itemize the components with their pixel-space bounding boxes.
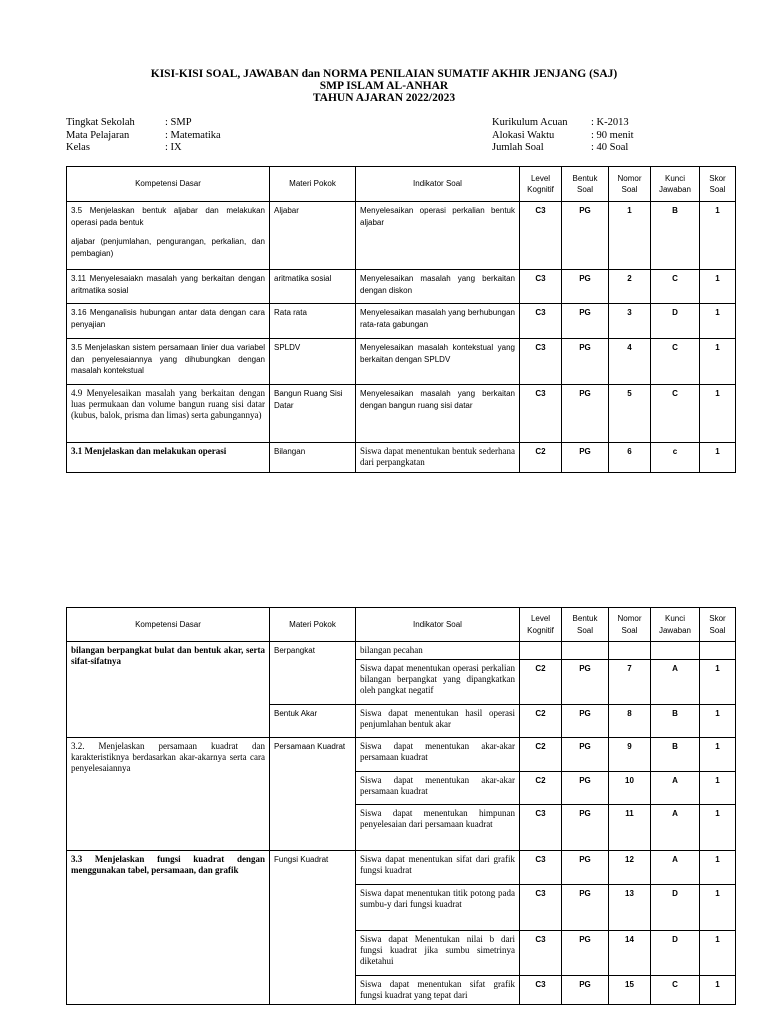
nomor-cell bbox=[609, 642, 651, 660]
materi-pokok-cell: SPLDV bbox=[270, 339, 356, 385]
skor-cell: 1 bbox=[700, 772, 736, 805]
materi-pokok-cell: Bentuk Akar bbox=[270, 705, 356, 738]
info-value: : SMP bbox=[165, 117, 192, 128]
kompetensi-dasar-cell: 3.1 Menjelaskan dan melakukan operasi bbox=[67, 443, 270, 473]
kunci-cell: B bbox=[651, 202, 700, 270]
indikator-cell: Menyelesaikan masalah kontekstual yang berkaitan dengan SPLDV bbox=[356, 339, 520, 385]
level-cell: C2 bbox=[520, 772, 562, 805]
info-value: : 40 Soal bbox=[591, 142, 629, 153]
indikator-cell: Siswa dapat menentukan titik potong pada sumbu-y dari fungsi kuadrat bbox=[356, 885, 520, 931]
info-label: Kurikulum Acuan bbox=[492, 117, 568, 128]
skor-cell: 1 bbox=[700, 851, 736, 885]
col-header: Materi Pokok bbox=[270, 167, 356, 202]
table-header-row bbox=[67, 167, 736, 202]
info-label: Jumlah Soal bbox=[492, 142, 544, 153]
col-header: Nomor Soal bbox=[609, 608, 651, 642]
nomor-cell: 4 bbox=[609, 339, 651, 385]
col-header: Level Kognitif bbox=[520, 167, 562, 202]
table-row bbox=[67, 304, 736, 339]
skor-cell: 1 bbox=[700, 705, 736, 738]
skor-cell: 1 bbox=[700, 738, 736, 772]
col-header: Nomor Soal bbox=[609, 167, 651, 202]
nomor-cell: 15 bbox=[609, 976, 651, 1005]
level-cell: C3 bbox=[520, 202, 562, 270]
bentuk-cell: PG bbox=[562, 304, 609, 339]
bentuk-cell: PG bbox=[562, 772, 609, 805]
info-value: : K-2013 bbox=[591, 117, 629, 128]
kunci-cell: D bbox=[651, 885, 700, 931]
indikator-cell: Menyelesaikan operasi perkalian bentuk aljabar bbox=[356, 202, 520, 270]
bentuk-cell: PG bbox=[562, 660, 609, 705]
col-header: Indikator Soal bbox=[356, 167, 520, 202]
materi-pokok-cell: Berpangkat bbox=[270, 642, 356, 705]
indikator-cell: Siswa dapat menentukan bentuk sederhana dari perpangkatan bbox=[356, 443, 520, 473]
col-header: Kompetensi Dasar bbox=[67, 167, 270, 202]
kunci-cell: A bbox=[651, 660, 700, 705]
info-row bbox=[66, 130, 221, 143]
table-row bbox=[67, 443, 736, 473]
kunci-cell: D bbox=[651, 304, 700, 339]
kd-text: aljabar (penjumlahan, pengurangan, perkalian, dan pembagian) bbox=[71, 237, 265, 258]
indikator-cell: Siswa dapat menentukan akar-akar persamaan kuadrat bbox=[356, 772, 520, 805]
kunci-cell bbox=[651, 642, 700, 660]
kompetensi-dasar-cell: 3.2. Menjelaskan persamaan kuadrat dan karakteristiknya berdasarkan akar-akarnya serta cara penyelesaiannya bbox=[67, 738, 270, 851]
table-row bbox=[67, 339, 736, 385]
materi-pokok-cell: Rata rata bbox=[270, 304, 356, 339]
kompetensi-dasar-cell: 3.5 Menjelaskan sistem persamaan linier dua variabel dan penyelesaiannya yang dihubungkan dengan masalah kontekstual bbox=[67, 339, 270, 385]
level-cell: C3 bbox=[520, 931, 562, 976]
level-cell: C2 bbox=[520, 443, 562, 473]
skor-cell: 1 bbox=[700, 202, 736, 270]
nomor-cell: 7 bbox=[609, 660, 651, 705]
kompetensi-dasar-cell: bilangan berpangkat bulat dan bentuk akar, serta sifat-sifatnya bbox=[67, 642, 270, 738]
nomor-cell: 5 bbox=[609, 385, 651, 443]
bentuk-cell bbox=[562, 642, 609, 660]
info-left bbox=[66, 117, 221, 155]
table-row bbox=[67, 738, 736, 772]
nomor-cell: 8 bbox=[609, 705, 651, 738]
level-cell: C3 bbox=[520, 339, 562, 385]
col-header: Bentuk Soal bbox=[562, 608, 609, 642]
level-cell bbox=[520, 642, 562, 660]
skor-cell bbox=[700, 642, 736, 660]
table-header-row bbox=[67, 608, 736, 642]
materi-pokok-cell: aritmatika sosial bbox=[270, 270, 356, 304]
indikator-cell: Siswa dapat menentukan operasi perkalian bilangan berpangkat yang dipangkatkan oleh pangkat negatif bbox=[356, 660, 520, 705]
info-label: Alokasi Waktu bbox=[492, 129, 555, 141]
nomor-cell: 6 bbox=[609, 443, 651, 473]
level-cell: C2 bbox=[520, 738, 562, 772]
indikator-cell: Siswa dapat menentukan sifat grafik fungsi kuadrat yang tepat dari bbox=[356, 976, 520, 1005]
nomor-cell: 10 bbox=[609, 772, 651, 805]
kompetensi-dasar-cell: 3.11 Menyelesaiakn masalah yang berkaitan dengan aritmatika sosial bbox=[67, 270, 270, 304]
skor-cell: 1 bbox=[700, 304, 736, 339]
indikator-cell: Siswa dapat menentukan sifat dari grafik fungsi kuadrat bbox=[356, 851, 520, 885]
bentuk-cell: PG bbox=[562, 705, 609, 738]
level-cell: C3 bbox=[520, 805, 562, 851]
info-row bbox=[66, 117, 221, 130]
kunci-cell: c bbox=[651, 443, 700, 473]
indikator-cell: Siswa dapat menentukan akar-akar persamaan kuadrat bbox=[356, 738, 520, 772]
kunci-cell: C bbox=[651, 270, 700, 304]
kompetensi-dasar-cell bbox=[67, 202, 270, 270]
level-cell: C3 bbox=[520, 385, 562, 443]
bentuk-cell: PG bbox=[562, 202, 609, 270]
kunci-cell: A bbox=[651, 851, 700, 885]
info-value: : 90 menit bbox=[591, 129, 634, 141]
materi-pokok-cell: Persamaan Kuadrat bbox=[270, 738, 356, 851]
info-row bbox=[66, 142, 221, 155]
col-header: Skor Soal bbox=[700, 167, 736, 202]
table-row bbox=[67, 270, 736, 304]
info-label: Tingkat Sekolah bbox=[66, 117, 135, 128]
table-row bbox=[67, 385, 736, 443]
level-cell: C3 bbox=[520, 304, 562, 339]
materi-pokok-cell: Aljabar bbox=[270, 202, 356, 270]
nomor-cell: 9 bbox=[609, 738, 651, 772]
skor-cell: 1 bbox=[700, 443, 736, 473]
nomor-cell: 3 bbox=[609, 304, 651, 339]
table-row bbox=[67, 202, 736, 270]
col-header: Level Kognitif bbox=[520, 608, 562, 642]
level-cell: C3 bbox=[520, 976, 562, 1005]
table-row bbox=[67, 642, 736, 660]
indikator-cell: Siswa dapat menentukan hasil operasi penjumlahan bentuk akar bbox=[356, 705, 520, 738]
info-label: Kelas bbox=[66, 142, 90, 153]
level-cell: C3 bbox=[520, 885, 562, 931]
kisi-kisi-table-1 bbox=[66, 166, 736, 473]
col-header: Kunci Jawaban bbox=[651, 167, 700, 202]
kisi-kisi-table-2 bbox=[66, 607, 736, 1005]
info-row bbox=[492, 142, 634, 155]
bentuk-cell: PG bbox=[562, 738, 609, 772]
indikator-cell: Siswa dapat menentukan himpunan penyelesaian dari persamaan kuadrat bbox=[356, 805, 520, 851]
academic-year: TAHUN AJARAN 2022/2023 bbox=[312, 92, 456, 104]
kompetensi-dasar-cell: 3.16 Menganalisis hubungan antar data dengan cara penyajian bbox=[67, 304, 270, 339]
info-value: : IX bbox=[165, 142, 182, 153]
kunci-cell: B bbox=[651, 705, 700, 738]
bentuk-cell: PG bbox=[562, 976, 609, 1005]
skor-cell: 1 bbox=[700, 385, 736, 443]
col-header: Skor Soal bbox=[700, 608, 736, 642]
bentuk-cell: PG bbox=[562, 885, 609, 931]
document-title: KISI-KISI SOAL, JAWABAN dan NORMA PENILAIAN SUMATIF AKHIR JENJANG (SAJ) bbox=[150, 68, 618, 80]
level-cell: C3 bbox=[520, 851, 562, 885]
bentuk-cell: PG bbox=[562, 851, 609, 885]
indikator-cell: Siswa dapat Menentukan nilai b dari fungsi kuadrat jika sumbu simetrinya diketahui bbox=[356, 931, 520, 976]
kunci-cell: B bbox=[651, 738, 700, 772]
indikator-cell: Menyelesaikan masalah yang berhubungan rata-rata gabungan bbox=[356, 304, 520, 339]
info-row bbox=[492, 117, 634, 130]
kompetensi-dasar-cell: 3.3 Menjelaskan fungsi kuadrat dengan menggunakan tabel, persamaan, dan grafik bbox=[67, 851, 270, 1005]
col-header: Indikator Soal bbox=[356, 608, 520, 642]
info-label: Mata Pelajaran bbox=[66, 129, 130, 141]
bentuk-cell: PG bbox=[562, 805, 609, 851]
skor-cell: 1 bbox=[700, 805, 736, 851]
nomor-cell: 12 bbox=[609, 851, 651, 885]
kunci-cell: D bbox=[651, 931, 700, 976]
info-value: : Matematika bbox=[165, 129, 221, 141]
level-cell: C2 bbox=[520, 705, 562, 738]
col-header: Bentuk Soal bbox=[562, 167, 609, 202]
indikator-cell: Menyelesaikan masalah yang berkaitan dengan bangun ruang sisi datar bbox=[356, 385, 520, 443]
skor-cell: 1 bbox=[700, 270, 736, 304]
col-header: Materi Pokok bbox=[270, 608, 356, 642]
table-row bbox=[67, 851, 736, 885]
kunci-cell: C bbox=[651, 976, 700, 1005]
nomor-cell: 2 bbox=[609, 270, 651, 304]
nomor-cell: 13 bbox=[609, 885, 651, 931]
skor-cell: 1 bbox=[700, 885, 736, 931]
kunci-cell: C bbox=[651, 339, 700, 385]
level-cell: C2 bbox=[520, 660, 562, 705]
kompetensi-dasar-cell: 4.9 Menyelesaikan masalah yang berkaitan dengan luas permukaan dan volume bangun ruang sisi datar (kubus, balok, prisma dan limas) serta gabungannya) bbox=[67, 385, 270, 443]
col-header: Kunci Jawaban bbox=[651, 608, 700, 642]
kunci-cell: A bbox=[651, 772, 700, 805]
materi-pokok-cell: Bangun Ruang Sisi Datar bbox=[270, 385, 356, 443]
school-name: SMP ISLAM AL-ANHAR bbox=[319, 80, 449, 92]
bentuk-cell: PG bbox=[562, 443, 609, 473]
skor-cell: 1 bbox=[700, 339, 736, 385]
bentuk-cell: PG bbox=[562, 270, 609, 304]
skor-cell: 1 bbox=[700, 931, 736, 976]
nomor-cell: 1 bbox=[609, 202, 651, 270]
kunci-cell: C bbox=[651, 385, 700, 443]
bentuk-cell: PG bbox=[562, 931, 609, 976]
bentuk-cell: PG bbox=[562, 339, 609, 385]
nomor-cell: 14 bbox=[609, 931, 651, 976]
materi-pokok-cell: Bilangan bbox=[270, 443, 356, 473]
info-right bbox=[492, 117, 634, 155]
indikator-cell: bilangan pecahan bbox=[356, 642, 520, 660]
nomor-cell: 11 bbox=[609, 805, 651, 851]
kunci-cell: A bbox=[651, 805, 700, 851]
bentuk-cell: PG bbox=[562, 385, 609, 443]
skor-cell: 1 bbox=[700, 976, 736, 1005]
kd-text: 3.5 Menjelaskan bentuk aljabar dan melakukan operasi pada bentuk bbox=[71, 206, 265, 227]
skor-cell: 1 bbox=[700, 660, 736, 705]
materi-pokok-cell: Fungsi Kuadrat bbox=[270, 851, 356, 1005]
info-row bbox=[492, 130, 634, 143]
indikator-cell: Menyelesaikan masalah yang berkaitan dengan diskon bbox=[356, 270, 520, 304]
col-header: Kompetensi Dasar bbox=[67, 608, 270, 642]
level-cell: C3 bbox=[520, 270, 562, 304]
